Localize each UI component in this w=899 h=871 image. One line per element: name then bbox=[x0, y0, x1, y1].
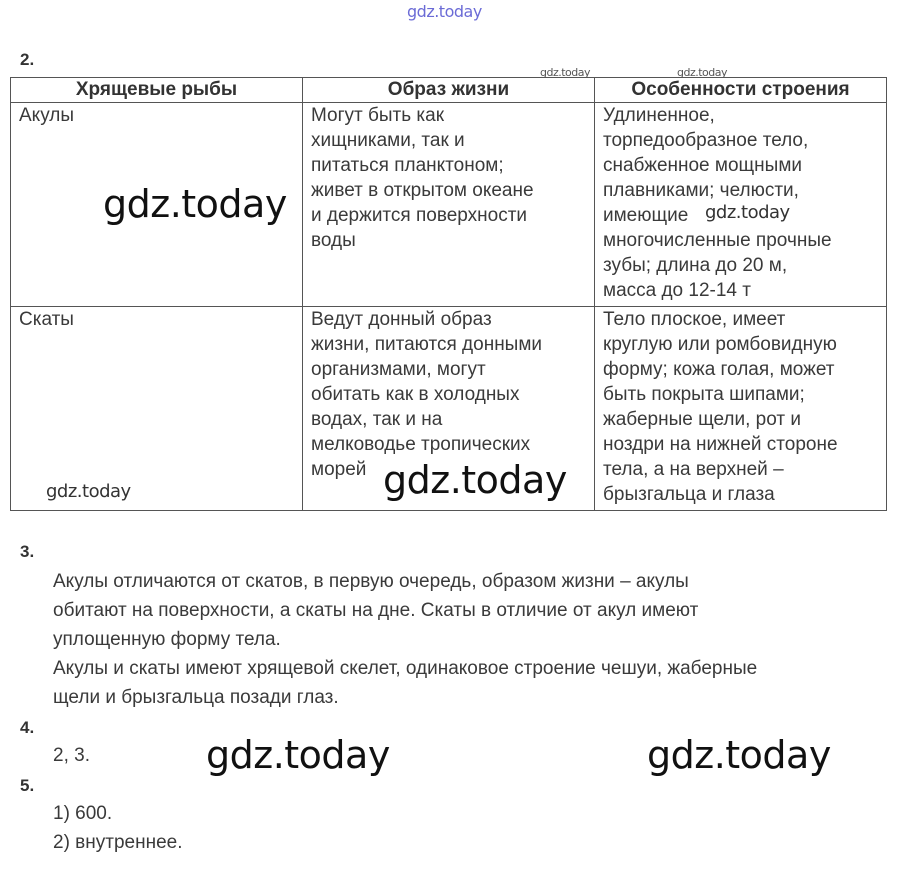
header-fish: Хрящевые рыбы bbox=[11, 78, 303, 103]
watermark-big-2: gdz.today bbox=[383, 458, 567, 502]
task-5-answer-2: 2) внутреннее. bbox=[53, 832, 183, 853]
task-3-number: 3. bbox=[20, 542, 35, 561]
watermark-mid-2: gdz.today bbox=[46, 481, 131, 502]
task-5-number: 5. bbox=[20, 776, 35, 795]
watermark-small-2: gdz.today bbox=[677, 66, 728, 79]
watermark-small-1: gdz.today bbox=[540, 66, 591, 79]
cell-fish-rays: Скаты bbox=[11, 307, 303, 511]
task-3-answer: Акулы отличаются от скатов, в первую очередь, образом жизни – акулы обитают на поверхности, а скаты на дне. Скаты в отличие от акул имеют уплощенную форму тела. Акулы и скаты имеют хрящевой скелет, одинаковое строение чешуи, жаберные щели и брызгальца позади глаз. bbox=[53, 571, 758, 708]
cell-lifestyle-sharks: Могут быть как хищниками, так и питаться планктоном; живет в открытом океане и держится поверхности воды bbox=[303, 103, 595, 307]
task-4-number: 4. bbox=[20, 718, 35, 737]
watermark-big-1: gdz.today bbox=[103, 182, 287, 226]
header-structure: Особенности строения bbox=[595, 78, 887, 103]
watermark-mid-1: gdz.today bbox=[705, 202, 790, 223]
task-4-answer: 2, 3. bbox=[53, 745, 90, 766]
cell-structure-sharks: Удлиненное, торпедообразное тело, снабженное мощными плавниками; челюсти, имеющие многочисленные прочные зубы; длина до 20 м, масса до 12-14 т bbox=[595, 103, 887, 307]
header-lifestyle: Образ жизни bbox=[303, 78, 595, 103]
cell-lifestyle-rays: Ведут донный образ жизни, питаются донными организмами, могут обитать как в холодных водах, так и на мелководье тропических морей bbox=[303, 307, 595, 511]
cartilaginous-fish-table bbox=[10, 77, 887, 511]
task-2-number: 2. bbox=[20, 50, 35, 69]
table-header-row bbox=[11, 78, 887, 103]
cell-structure-rays: Тело плоское, имеет круглую или ромбовидную форму; кожа голая, может быть покрыта шипами; жаберные щели, рот и ноздри на нижней стороне тела, а на верхней – брызгальца и глаза bbox=[595, 307, 887, 511]
watermark-top: gdz.today bbox=[407, 2, 482, 21]
cell-fish-sharks: Акулы bbox=[11, 103, 303, 307]
watermark-big-3: gdz.today bbox=[206, 733, 390, 777]
task-5-answer-1: 1) 600. bbox=[53, 803, 113, 824]
watermark-big-4: gdz.today bbox=[647, 733, 831, 777]
